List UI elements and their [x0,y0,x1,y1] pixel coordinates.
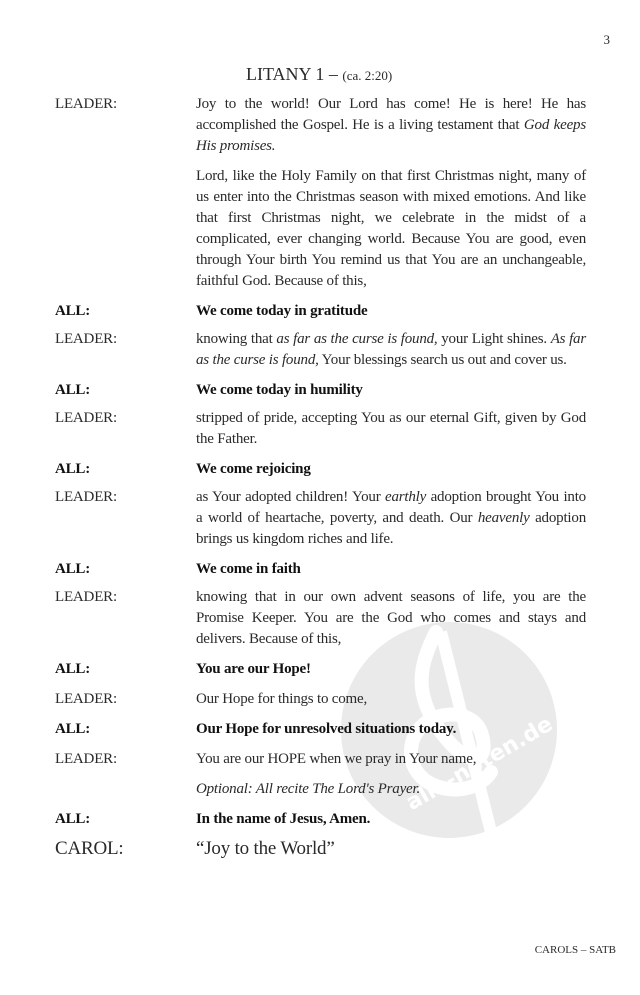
title-duration: (ca. 2:20) [342,68,393,83]
litany-row [55,487,586,550]
speaker-label: ALL: [55,661,91,677]
speaker-label [55,779,196,800]
leader-text: Lord, like the Holy Family on that first Christmas night, many of us enter into the Christmas season with mixed emotions. And like that first Christmas night, we celebrate in the midst of a complicated, ever changing world. Because You are good, even through Your birth You remind us that You are an unchangeable, faithful God. Because of this, [196,168,586,289]
litany-row [55,329,586,371]
litany-body [55,94,586,868]
litany-row [55,559,586,580]
all-response: We come in faith [196,561,301,577]
all-response: You are our Hope! [196,661,311,677]
speaker-label: LEADER: [55,691,117,707]
speaker-label: ALL: [55,382,91,398]
footer: CAROLS – SATB [534,944,616,956]
all-response: We come today in humility [196,382,363,398]
all-response: We come today in gratitude [196,303,368,319]
carol-row [55,837,586,861]
svg-text:alle-noten.de: alle-noten.de [401,711,557,816]
speaker-label: LEADER: [55,410,117,426]
litany-row [55,459,586,480]
speaker-label: LEADER: [55,96,117,112]
litany-row [55,779,586,800]
speaker-label: ALL: [55,561,91,577]
all-response: Our Hope for unresolved situations today. [196,721,457,737]
litany-row [55,689,586,710]
litany-row [55,749,586,770]
speaker-label: ALL: [55,811,91,827]
carol-label: CAROL: [55,838,124,859]
title-main: LITANY 1 – [246,64,338,84]
litany-row [55,301,586,322]
leader-text: Joy to the world! Our Lord has come! He is here! He has accomplished the Gospel. He is a living testament that God keeps His promises. [196,96,586,154]
litany-row [55,587,586,650]
speaker-label: LEADER: [55,331,117,347]
all-response: In the name of Jesus, Amen. [196,811,371,827]
leader-text: Our Hope for things to come, [196,691,368,707]
page-title [246,64,392,85]
speaker-label: ALL: [55,721,91,737]
leader-text: knowing that as far as the curse is found, your Light shines. As far as the curse is found, Your blessings search us out and cover us. [196,331,586,368]
speaker-label: ALL: [55,303,91,319]
litany-row [55,166,586,292]
speaker-label: LEADER: [55,589,117,605]
litany-row [55,719,586,740]
litany-row [55,380,586,401]
speaker-label: LEADER: [55,751,117,767]
optional-note: Optional: All recite The Lord's Prayer. [196,781,421,797]
all-response: We come rejoicing [196,461,311,477]
speaker-label [55,166,196,292]
leader-text: You are our HOPE when we pray in Your name, [196,751,477,767]
speaker-label: ALL: [55,461,91,477]
leader-text: knowing that in our own advent seasons of life, you are the Promise Keeper. You are the God who comes and stays and delivers. Because of this, [196,589,586,647]
leader-text: stripped of pride, accepting You as our eternal Gift, given by God the Father. [196,410,586,447]
litany-row [55,408,586,450]
page-number: 3 [603,32,610,47]
litany-row [55,659,586,680]
litany-row [55,94,586,157]
carol-title: “Joy to the World” [196,838,335,859]
leader-text: as Your adopted children! Your earthly adoption brought You into a world of heartache, poverty, and death. Our heavenly adoption brings us kingdom riches and life. [196,489,586,547]
litany-row [55,809,586,830]
speaker-label: LEADER: [55,489,117,505]
